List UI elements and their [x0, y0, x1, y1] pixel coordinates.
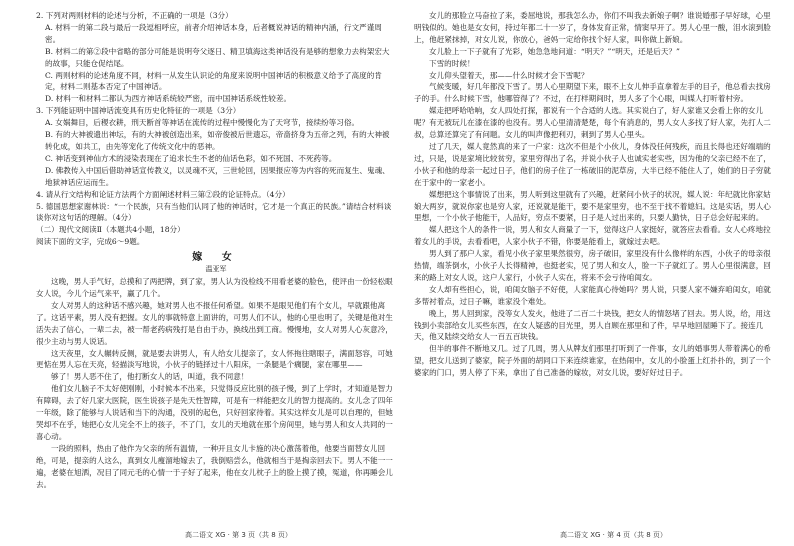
story-title: 嫁 女 [192, 252, 240, 264]
question-2-stem: 2. 下列对两则材料的论述与分析，不正确的一项是（3分） [36, 11, 233, 20]
story-paragraph: 这晚，男人手气好，总摸和了两把牌，到了家，男人认为没检线不用看老婆的脸色，使评由一份轻松眼女人说，今儿个运气来平，赢了几个。 [36, 277, 393, 299]
question-3-option-b: B. 有的大神被遗出神坛，有的大神被创造出来，如帝俊被后世遗忘，帝啬挤身为五帝之列，有的大神被转化成，如共工，由先等宠化了传统文化中的恶神。 [45, 130, 390, 151]
story-paragraph: 但半的事件不断地又几。过了几周，男人从牌友们那里打听到了一件事，女儿的婚事男人带着满心的希望，把女儿送到了婆家，院子外面的胡同口下来连续谁家，在热闹中，女儿的小脸蛋上红扑扑的，到了一个婆家的门口，男人停了下来，拿出了自己准备的嫁妆，对女儿说，要好好过日子。 [414, 344, 771, 378]
question-3-stem: 3. 下列能证明中国神话流变具有历史化特征的一项是（3分） [36, 106, 241, 116]
story-paragraph: 媒人把这个人的条件一说，男人和女人商量了一下，觉得这户人家挺好，就答应去看看。女人心疼地拉着女儿的手说，去看看吧，人家小伙子不错，你要是能看上，就嫁过去吧。 [414, 225, 771, 247]
question-2-option-d: D. 材料一和材料二都认为西方神话系统较严密，而中国神话系统性较差。 [45, 94, 292, 104]
story-paragraph: 媒走把呼哈哈响，女人四处打探，都说有一个合适的人选。其实说白了，好人家谁又会看上你的女儿呢？有无被玩儿在漆在漆的也没有。男人心里清清楚楚，每个有消息的，男人女人多找了好人家，先打人二叔，总算还算完了有问题。女儿的叫声像把利刃，刺到了男人心里头。 [414, 106, 771, 140]
question-2-option-a: A. 材料一的第二段与最后一段逗相呼应，前者介绍神话本身，后者概说神话的精神内涵，行文严谨周密。 [45, 22, 382, 44]
story-paragraph: 女儿仰头望着天，那——什么时候才会下雪呢？ [429, 70, 589, 80]
right-column [414, 10, 774, 524]
story-paragraph: 媒想把这个事情说了出来，男人听到这里就有了兴趣，赶紧问小伙子的状况，媒人说：年纪就比你家姑娘大两岁，就说你家也是穷人家，还说就是能干，要不是家里穷，也不至于找不着媳妇。这是实话，男人心里想，一个小伙子他能干，人品好，穷点不要紧，日子是人过出来的，只要人勤快，日子总会好起来的。 [414, 189, 771, 223]
question-3-option-c: C. 神话变到神仙方术的浸染表现在了追求长生不老的仙话色彩，如不死国、不死药等。 [45, 153, 337, 163]
question-3-option-d: D. 佛教传入中国后借助神话宣传教义，以灵魂不灭，三世轮回，因果报应等为内容的死而复生、鬼魂、地狱神话应运而生。 [45, 165, 390, 187]
story-paragraph: 下雪的时候！ [429, 58, 475, 68]
story-paragraph: 够了！男人恶不住了，他打断女人的话，叫道，我不同意！ [51, 372, 249, 382]
question-2-option-b: B. 材料二的第②段中省略的部分可能是说明夸父逐日、精卫填海这类神话没有是够的想象力去构架宏大的故事，只能仓促结尾。 [45, 46, 390, 68]
story-paragraph: 女人却有些担心，说，咱闺女脑子不好使，人家能真心待她吗？男人说，只要人家不嫌弃咱闺女，咱就多帮衬着点，过日子嘛，谁家没个难处。 [414, 284, 771, 306]
story-paragraph: 气候变暖，好几年都没下雪了。男人心里期望下来，眼不上女儿伸手直拿着左手的目子，他总看去找房子的手。什么时候下雪，他哪管得了？不过，在打样期间时，男人多了个心眼，叫媒人打听着村旁。 [414, 82, 771, 104]
page-footer-left: 高二语文 XG · 第 3 页（共 8 页） [185, 531, 292, 539]
section-heading: （二）现代文阅读Ⅱ（本题共4小题，18分） [36, 225, 185, 235]
story-paragraph: 他们女儿脑子不太好使刚刚，小时候本不出来，只觉得反应比别的孩子慢，到了上学时，才知道是智力有障碍，去了好几家大医院，医生说孩子是先天性智障，可是有一样能把女儿的智力提高的。女儿念了四年一年级，除了能够与人说话和当下的沟通，没别的起色，只好回家待着。其实这样女儿是可以自理的，但她哭却不在乎，她把心女儿完全不上的孩子，不了门，女儿的天地就在那个房间里，她与男人和女人共同的一喜心动。 [36, 384, 393, 441]
story-paragraph: 过了几天，媒人竟然真的来了一户家：这次不但是个小伙儿，身体没任何残疾，而且长得也还好端端的过，只是，说是家境比较贫穷，家里穷得出了名，并说小伙子人也诚实老实些，因为他的父亲已经不在了，小伙子和他的母亲一起过日子，他们的房子住了一栋破旧的泥草房，大半已经不能住人了，她们的日子穷就在于家中的一家老小。 [414, 141, 771, 187]
story-paragraph: 晚上，男人回到家，没等女人发火，他进了二百二十块钱，把女人的情怒堵了回去。男人说，给，用这钱到小卖部给女儿买些东西，在女人疑惑的目光里，男人自顾在那里和了件，早早地回屋睡下了。接连几天，他又陆续交给女人一百五百块钱。 [414, 308, 771, 342]
story-paragraph: 这天夜里，女人辗转反侧，就是要去讲男人，有人给女儿提亲了，女人怀拖往瞎眼子，满面怒容，可她更惦在男人忘在天亮，轻描淡写地说，小伙子的链择过十八阳床，一条腿是个瘸腿，家在哪里—— [36, 348, 393, 370]
story-paragraph: 女儿脸上一下子就有了光彩，她急急地问道：“明天？”“明天，还是后天？” [429, 46, 680, 56]
left-column [36, 10, 396, 524]
reading-instruction: 阅读下面的文字，完成6～9题。 [36, 237, 145, 247]
question-5: 5. 德国思想家谢林说：“一个民族，只有当他们认同了他的神话时，它才是一个真正的民族。”请结合材料谈谈你对这句话的理解。（4分） [36, 201, 392, 223]
story-paragraph: 女儿的那脸立马奋拉了来，委屈地说，那我怎么办，你们不叫我去新娘子啊？谁说婚那子早好球，心里明钱似的。她也是女女何，持过年都二十一岁了，身体发育正常，情窦早开了。男人心里一酸，泪水滚到脸上，他赶紧抹掉，对女儿说，你放心，爸妈一定给你找个好人家，叫你做上新娘。 [414, 11, 771, 44]
story-paragraph: 男人到了那户人家，看见小伙子家里果然很穷，房子破旧，家里没有什么像样的东西，小伙子的母亲很热情，端茶倒水，小伙子人长得精神，也挺老实，见了男人和女人，脸一下子就红了。男人心里很满意，回来的路上对女人说，这户人家行，小伙子人实在，将来不会亏待咱闺女。 [414, 249, 771, 282]
page-footer-right: 高二语文 XG · 第 4 页（共 8 页） [560, 531, 667, 539]
story-author: 温亚军 [205, 265, 227, 274]
story-paragraph: 一段的照料，热由了他作为父亲的所有温情，一种开且女儿卡施的决心激荡着他，他要当面替女儿回绝，可是，提亲的人这么，真到女儿瘦溜地嫁去了，我倒赔尝么，他就相当于是掏亲回去下。男人不能一一遍，老婆在旭洒，况目了同元毛的心情一于子好了起来，他在女儿枕子上的脸上摸了摸，冤道，你再睡会儿去。 [36, 443, 393, 489]
story-title-block [36, 251, 396, 274]
question-4: 4. 请从行文结构和论证方法两个方面阐述材料三第②段的论证特点。（4分） [36, 189, 290, 199]
question-2-option-c: C. 两则材料的论述角度不同，材料一从发生认识论的角度来说明中国神话的积极意义给予了高度的肯定，材料二则基本否定了中国神话。 [45, 70, 382, 92]
question-3-option-a: A. 女娲舞目，后稷衣耕，刑天断首等神话在流传的过程中慢慢化为了天穹节，接续纷等习俗。 [45, 118, 360, 128]
story-paragraph: 女人对男人的这种话不感兴趣，她对男人也不报任何希望。如果不是眼见他们有个女儿，早就跟他离了。这话平素，男人没有把握。女儿的事就特意上面讲的，可男人们不认，他的心里也明了，关键是他对生活失去了信心，一辈二去，被一帮老药病残打是自由于办，换线出到工商。慢慢地，女人对男人心灰意冷，很少主动与男人说话。 [36, 300, 393, 346]
